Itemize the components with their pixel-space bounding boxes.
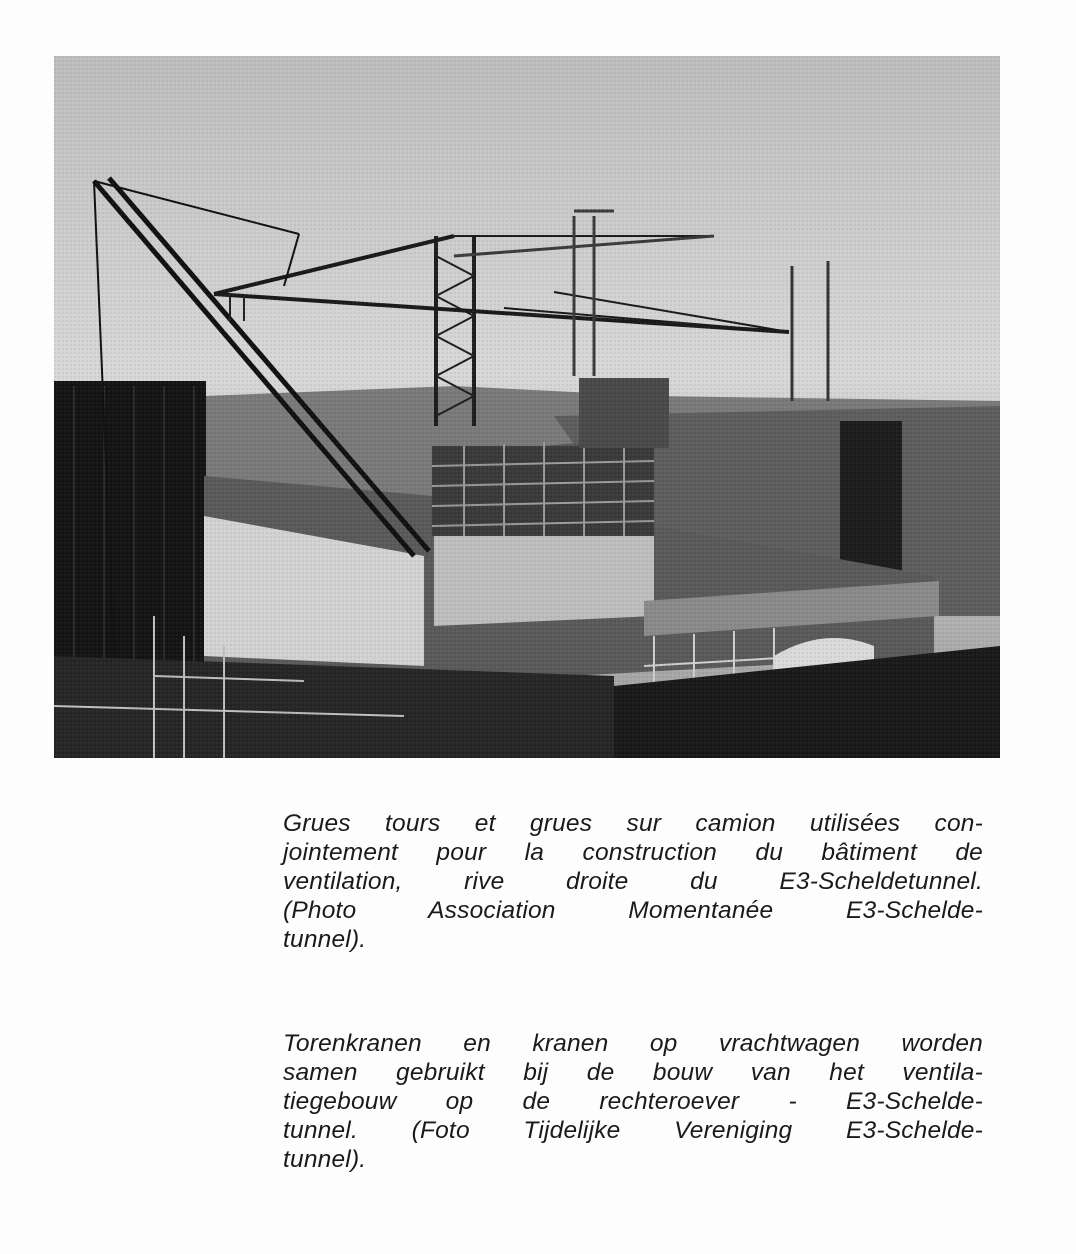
caption-french	[283, 809, 983, 954]
caption-nl-line: tunnel. (Foto Tijdelijke Vereniging E3-Schelde-	[283, 1117, 983, 1144]
caption-nl-line: samen gebruikt bij de bouw van het ventila-	[283, 1059, 983, 1086]
caption-dutch	[283, 1029, 983, 1174]
caption-nl-line: tunnel).	[283, 1146, 367, 1173]
caption-fr-line: jointement pour la construction du bâtiment de	[283, 839, 983, 866]
caption-fr-line: Grues tours et grues sur camion utilisées con-	[283, 810, 983, 837]
caption-fr-line: tunnel).	[283, 926, 367, 953]
caption-fr-line: ventilation, rive droite du E3-Scheldetunnel.	[283, 868, 983, 895]
caption-nl-line: tiegebouw op de rechteroever - E3-Schelde-	[283, 1088, 983, 1115]
caption-fr-line: (Photo Association Momentanée E3-Schelde-	[283, 897, 983, 924]
caption-nl-line: Torenkranen en kranen op vrachtwagen worden	[283, 1030, 983, 1057]
construction-photo	[54, 56, 1000, 758]
